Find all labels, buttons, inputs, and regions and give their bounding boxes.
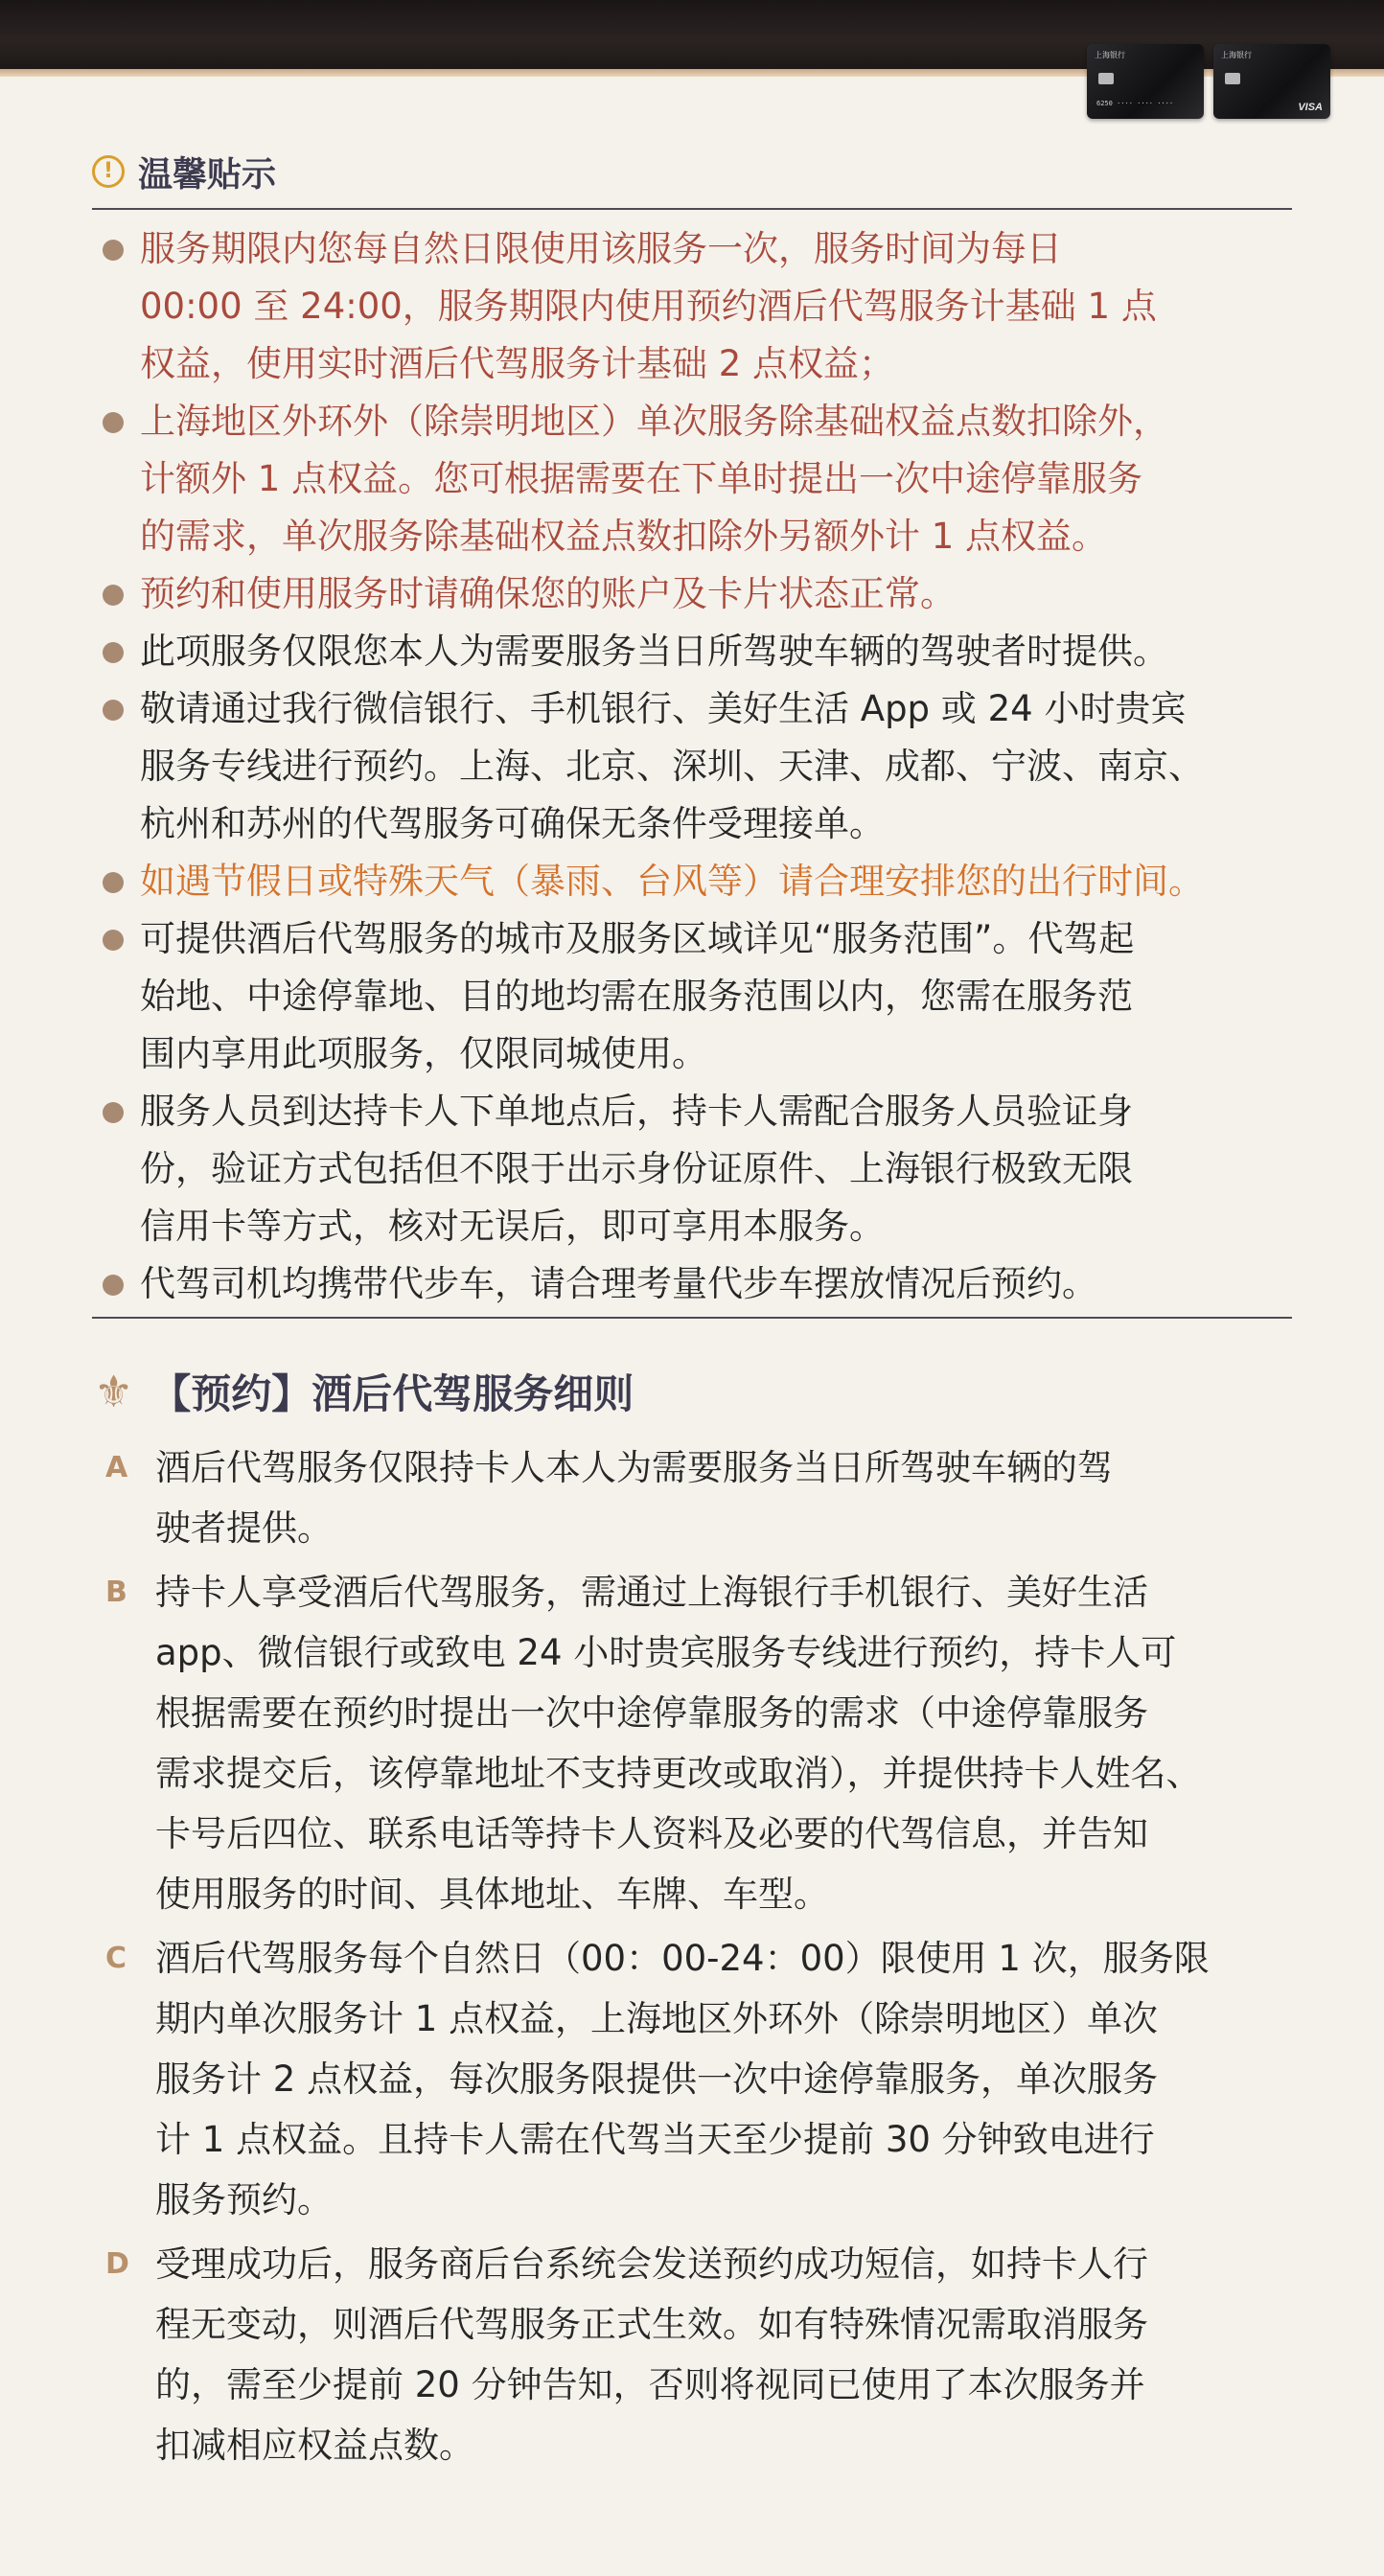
tip-item <box>98 680 1315 853</box>
tips-header <box>92 149 276 195</box>
rules-title: 【预约】酒后代驾服务细则 <box>150 1370 634 1417</box>
card-number: 6250 ···· ···· ···· <box>1096 100 1174 107</box>
card-bank-name: 上海银行 <box>1221 51 1252 59</box>
tip-item <box>98 910 1315 1083</box>
bullet-dot-icon <box>103 700 124 721</box>
card-chip-icon <box>1098 73 1114 84</box>
divider <box>92 1317 1292 1319</box>
rule-letter: C <box>105 1942 127 1975</box>
tips-list <box>98 220 1315 1313</box>
bullet-dot-icon <box>103 412 124 433</box>
tip-text: 预约和使用服务时请确保您的账户及卡片状态正常。 <box>140 573 956 614</box>
credit-card-image <box>1087 44 1204 119</box>
card-chip-icon <box>1225 73 1240 84</box>
rule-item <box>105 1928 1303 2230</box>
card-bank-name: 上海银行 <box>1095 51 1125 59</box>
rule-letter: A <box>105 1451 128 1484</box>
bullet-dot-icon <box>103 1102 124 1123</box>
tip-text: 此项服务仅限您本人为需要服务当日所驾驶车辆的驾驶者时提供。 <box>140 631 1168 672</box>
tip-item <box>98 565 1315 623</box>
fleur-de-lis-icon: ⚜ <box>94 1366 134 1417</box>
bullet-dot-icon <box>103 585 124 606</box>
tip-text: 敬请通过我行微信银行、手机银行、美好生活 App 或 24 小时贵宾 服务专线进行预约。上海、北京、深圳、天津、成都、宁波、南京、 杭州和苏州的代驾服务可确保无条件受理接单。 <box>140 688 1204 844</box>
bullet-dot-icon <box>103 930 124 951</box>
bullet-dot-icon <box>103 1275 124 1296</box>
tip-text: 代驾司机均携带代步车，请合理考量代步车摆放情况后预约。 <box>140 1263 1097 1304</box>
rules-list <box>105 1438 1303 2479</box>
divider <box>92 208 1292 210</box>
rule-letter: B <box>105 1576 127 1609</box>
tip-text: 如遇节假日或特殊天气（暴雨、台风等）请合理安排您的出行时间。 <box>140 861 1204 902</box>
bullet-dot-icon <box>103 240 124 261</box>
rule-item <box>105 1562 1303 1924</box>
tip-item <box>98 1255 1315 1313</box>
tip-item <box>98 623 1315 680</box>
bullet-dot-icon <box>103 872 124 893</box>
tip-text: 可提供酒后代驾服务的城市及服务区域详见“服务范围”。代驾起 始地、中途停靠地、目的地均需在服务范围以内，您需在服务范 围内享用此项服务，仅限同城使用。 <box>140 918 1135 1074</box>
rule-letter: D <box>105 2247 129 2281</box>
rule-item <box>105 2234 1303 2475</box>
rules-header <box>94 1365 634 1418</box>
credit-card-image <box>1213 44 1330 119</box>
tip-text: 服务人员到达持卡人下单地点后，持卡人需配合服务人员验证身 份，验证方式包括但不限于出示身份证原件、上海银行极致无限 信用卡等方式，核对无误后，即可享用本服务。 <box>140 1091 1133 1247</box>
rule-item <box>105 1438 1303 1558</box>
rule-text: 酒后代驾服务每个自然日（00：00-24：00）限使用 1 次，服务限 期内单次服务计 1 点权益，上海地区外环外（除崇明地区）单次 服务计 2 点权益，每次服务限提供一次中途停靠服务，单次服务 计 1 点权益。且持卡人需在代驾当天至少提前 30 分钟致电进行 服务预约。 <box>155 1938 1210 2220</box>
bullet-dot-icon <box>103 642 124 663</box>
rule-text: 受理成功后，服务商后台系统会发送预约成功短信，如持卡人行 程无变动，则酒后代驾服务正式生效。如有特殊情况需取消服务 的，需至少提前 20 分钟告知，否则将视同已使用了本次服务并 扣减相应权益点数。 <box>155 2243 1148 2466</box>
card-brand-logo: VISA <box>1298 102 1323 113</box>
tip-item <box>98 220 1315 393</box>
tip-text: 服务期限内您每自然日限使用该服务一次，服务时间为每日 00:00 至 24:00，服务期限内使用预约酒后代驾服务计基础 1 点 权益，使用实时酒后代驾服务计基础 2 点权益； <box>140 228 1157 384</box>
tip-item <box>98 393 1315 565</box>
rule-text: 酒后代驾服务仅限持卡人本人为需要服务当日所驾驶车辆的驾 驶者提供。 <box>155 1447 1113 1549</box>
rule-text: 持卡人享受酒后代驾服务，需通过上海银行手机银行、美好生活 app、微信银行或致电 24 小时贵宾服务专线进行预约，持卡人可 根据需要在预约时提出一次中途停靠服务的需求（中途停靠服务 需求提交后，该停靠地址不支持更改或取消），并提供持卡人姓名、 卡号后四位、联系电话等持卡人资料及必要的代驾信息，并告知 使用服务的时间、具体地址、车牌、车型。 <box>155 1572 1202 1915</box>
tips-title: 温馨贴示 <box>138 154 277 195</box>
exclamation-circle-icon: ! <box>92 155 125 188</box>
tip-item <box>98 1083 1315 1255</box>
tip-text: 上海地区外环外（除崇明地区）单次服务除基础权益点数扣除外， 计额外 1 点权益。您可根据需要在下单时提出一次中途停靠服务 的需求，单次服务除基础权益点数扣除外另额外计 1 点权益。 <box>140 401 1168 557</box>
tip-item <box>98 853 1315 910</box>
